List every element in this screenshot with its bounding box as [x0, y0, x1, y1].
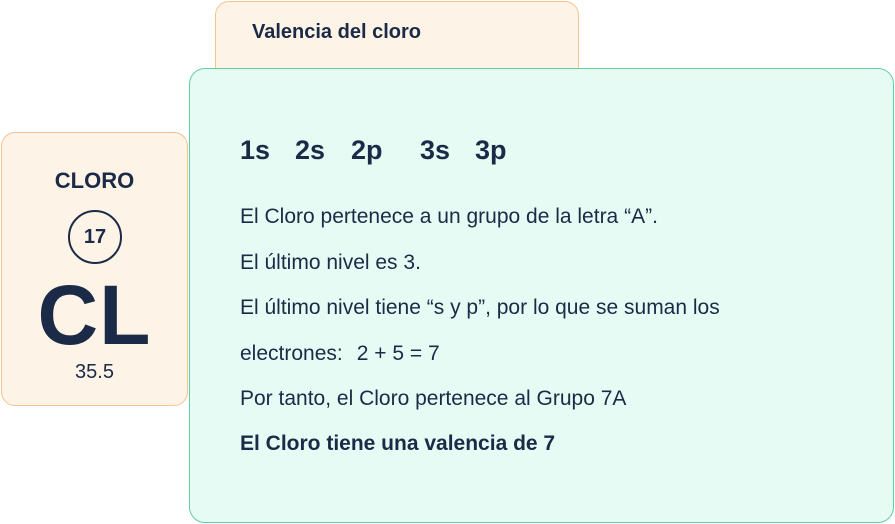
tab-title: Valencia del cloro — [252, 21, 421, 43]
line-group-letter: El Cloro pertenece a un grupo de la letra “A”. — [240, 205, 658, 228]
orbital-3p: 3p — [475, 135, 507, 165]
element-name: CLORO — [54, 168, 135, 193]
line-group-result: Por tanto, el Cloro pertenece al Grupo 7A — [240, 387, 627, 410]
line-sum-rule: El último nivel tiene “s y p”, por lo que se suman los — [240, 296, 720, 319]
element-tile — [1, 132, 188, 406]
conclusion: El Cloro tiene una valencia de 7 — [240, 432, 556, 455]
atomic-number: 17 — [68, 210, 122, 264]
line-last-level: El último nivel es 3. — [240, 251, 421, 274]
orbital-2s: 2s — [295, 135, 326, 165]
orbital-2p: 2p — [351, 135, 383, 165]
orbital-3s: 3s — [420, 135, 451, 165]
electrons-label: electrones: — [240, 342, 343, 365]
atomic-mass: 35.5 — [75, 361, 114, 383]
orbital-1s: 1s — [240, 135, 271, 165]
element-symbol: CL — [37, 268, 152, 362]
electrons-calculation: 2 + 5 = 7 — [356, 342, 440, 365]
explanation-panel — [189, 68, 894, 523]
line-electrons — [240, 342, 440, 366]
